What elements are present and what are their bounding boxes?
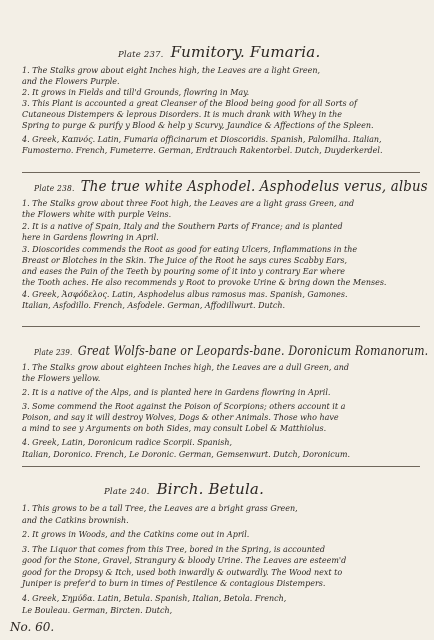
text-line: and eases the Pain of the Teeth by pouring some of it into y contrary Ear where — [22, 267, 345, 276]
text-line: 4. Greek, Καπνός. Latin, Fumaria officinarum et Dioscoridis. Spanish, Palomilha. Italian, — [22, 135, 382, 144]
text-line: 1. The Stalks grow about three Foot high, the Leaves are a light grass Green, and — [22, 199, 355, 208]
entry-title: Great Wolfs-bane or Leopards-bane. Doronicum Romanorum. — [77, 344, 429, 359]
text-line: a mind to see y Arguments on both Sides, may consult Lobel & Matthiolus. — [22, 424, 327, 433]
text-line: the Tooth aches. He also recommends y Root to provoke Urine & bring down the Menses. — [22, 278, 387, 287]
text-line: good for the Dropsy & Itch, used both inwardly & outwardly. The Wood next to — [22, 568, 343, 577]
entry-title: The true white Asphodel. Asphodelus verus, albus — [80, 177, 428, 195]
text-line: 3. The Liquor that comes from this Tree, bored in the Spring, is accounted — [22, 545, 325, 554]
entry-heading — [118, 44, 320, 64]
text-line: 1. The Stalks grow about eighteen Inches high, the Leaves are a dull Green, and — [22, 363, 350, 372]
text-line: the Flowers yellow. — [22, 374, 101, 383]
text-line: 1. The Stalks grow about eight Inches high, the Leaves are a light Green, — [22, 66, 321, 75]
section-divider — [22, 466, 420, 467]
text-line: Spring to purge & purify y Blood & help y Scurvy, Jaundice & Affections of the Spleen. — [22, 121, 374, 130]
text-line: the Flowers white with purple Veins. — [22, 210, 172, 219]
entry-heading — [34, 343, 428, 362]
text-line: Italian, Doronico. French, Le Doronic. German, Gemsenwurt. Dutch, Doronicum. — [22, 450, 351, 459]
text-line: 3. Some commend the Root against the Poison of Scorpions; others account it a — [22, 402, 346, 411]
text-line: 3. This Plant is accounted a great Cleanser of the Blood being good for all Sorts of — [22, 99, 357, 108]
text-line: Fumosterno. French, Fumeterre. German, Erdtrauch Rakentorbel. Dutch, Duyderkerdel. — [22, 146, 383, 155]
plate-label: Plate 238. — [34, 184, 75, 194]
text-line: 4. Greek, Ἀσφόδελος. Latin, Asphodelus albus ramosus mas. Spanish, Gamones. — [22, 290, 348, 299]
entry-heading — [104, 481, 264, 501]
text-line: 1. This grows to be a tall Tree, the Leaves are a bright grass Green, — [22, 504, 298, 513]
entry-title: Fumitory. Fumaria. — [170, 43, 321, 61]
entry-heading — [34, 178, 428, 198]
page-number: No. 60. — [10, 620, 55, 634]
plate-label: Plate 239. — [34, 348, 73, 358]
text-line: Poison, and say it will destroy Wolves, Dogs & other Animals. Those who have — [22, 413, 339, 422]
text-line: 4. Greek, Σημύδα. Latin, Betula. Spanish, Italian, Betola. French, — [22, 594, 287, 603]
text-line: Juniper is prefer'd to burn in times of Pestilence & contagious Distempers. — [22, 579, 326, 588]
text-line: here in Gardens flowring in April. — [22, 233, 159, 242]
text-line: 2. It is a native of Spain, Italy and the Southern Parts of France; and is planted — [22, 222, 343, 231]
text-line: and the Catkins brownish. — [22, 516, 129, 525]
plate-label: Plate 240. — [104, 487, 150, 497]
section-divider — [22, 172, 420, 173]
text-line: 2. It grows in Fields and till'd Grounds, flowring in May. — [22, 88, 250, 97]
text-line: and the Flowers Purple. — [22, 77, 120, 86]
entry-title: Birch. Betula. — [156, 480, 265, 498]
plate-label: Plate 237. — [118, 50, 164, 60]
text-line: Le Bouleau. German, Bircten. Dutch, — [22, 606, 173, 615]
text-line: Breast or Blotches in the Skin. The Juice of the Root he says cures Scabby Ears, — [22, 256, 348, 265]
text-line: 2. It grows in Woods, and the Catkins come out in April. — [22, 530, 250, 539]
text-line: 4. Greek, Latin, Doronicum radice Scorpii. Spanish, — [22, 438, 233, 447]
text-line: Cutaneous Distempers & leprous Disorders. It is much drank with Whey in the — [22, 110, 342, 119]
text-line: good for the Stone, Gravel, Strangury & bloody Urine. The Leaves are esteem'd — [22, 556, 347, 565]
section-divider — [22, 326, 420, 327]
text-line: 2. It is a native of the Alps, and is planted here in Gardens flowring in April. — [22, 388, 331, 397]
text-line: 3. Dioscorides commends the Root as good for eating Ulcers, Inflammations in the — [22, 245, 358, 254]
text-line: Italian, Asfodillo. French, Asfodele. German, Affodillwurt. Dutch. — [22, 301, 286, 310]
